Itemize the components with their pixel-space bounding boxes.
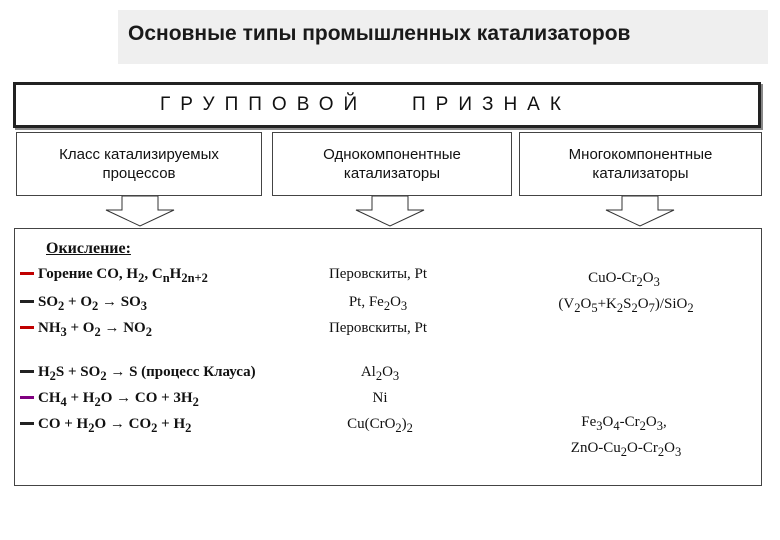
column-header-single-component <box>272 132 512 196</box>
process-text: $CH_4 + H_2O$ → CO + $3H_2$ <box>38 390 199 409</box>
red-dash-icon <box>20 326 34 329</box>
col2-line1: Однокомпонентные <box>323 146 461 163</box>
process-row <box>20 266 208 286</box>
col1-line1: Класс катализируемых <box>59 146 219 163</box>
process-row <box>20 320 152 340</box>
process-text: $H_2S + SO_2 \to S$ (процесс Клауса) <box>38 364 256 383</box>
black-dash-icon <box>20 422 34 425</box>
col3-line2: катализаторы <box>592 165 689 182</box>
process-row <box>20 416 191 436</box>
process-text: $SO_2 + O_2 \to SO_3$ <box>38 294 147 313</box>
single-catalyst: Pt, $Fe_2O_3$ <box>348 294 408 313</box>
group-header-left: ГРУППОВОЙ <box>160 94 368 115</box>
col3-line1: Многокомпонентные <box>568 146 713 163</box>
process-text: $NH_3 + O_2 \to NO_2$ <box>38 320 152 339</box>
column-header-multi-component <box>519 132 762 196</box>
process-text: Горение CO, $H_2$, $C_nH_{2n+2}$ <box>38 266 208 285</box>
single-catalyst: $Al_2O_3$ <box>360 364 400 383</box>
column-header-process-class <box>16 132 262 196</box>
single-catalyst: Перовскиты, Pt <box>328 320 428 336</box>
multi-catalyst: CuO-$Cr_2O_3$ <box>588 270 660 289</box>
red-dash-icon <box>20 272 34 275</box>
black-dash-icon <box>20 300 34 303</box>
oxidation-label: Окисление: <box>46 240 131 257</box>
black-dash-icon <box>20 370 34 373</box>
single-catalyst: Перовскиты, Pt <box>328 266 428 282</box>
single-catalyst: $Cu(CrO_2)_2$ <box>347 416 413 435</box>
col2-line2: катализаторы <box>343 165 441 182</box>
multi-catalyst: ZnO-$Cu_2O-Cr_2O_3$ <box>570 440 682 459</box>
down-arrow-icon <box>354 196 426 228</box>
col1-line2: процессов <box>102 165 176 182</box>
purple-dash-icon <box>20 396 34 399</box>
multi-catalyst: $Fe_3O_4-Cr_2O_3$, <box>581 414 667 433</box>
group-header-box <box>13 82 761 128</box>
multi-catalyst: $(V_2O_5+K_2S_2O_7)/SiO_2$ <box>558 296 694 315</box>
page-title: Основные типы промышленных катализаторов <box>128 22 631 45</box>
process-row <box>20 294 147 314</box>
process-row <box>20 364 256 384</box>
down-arrow-icon <box>604 196 676 228</box>
process-row <box>20 390 199 410</box>
down-arrow-icon <box>104 196 176 228</box>
group-header-right: ПРИЗНАК <box>412 94 571 115</box>
single-catalyst: Ni <box>372 390 388 406</box>
process-text: CO + $H_2O \to CO_2 + H_2$ <box>38 416 192 435</box>
